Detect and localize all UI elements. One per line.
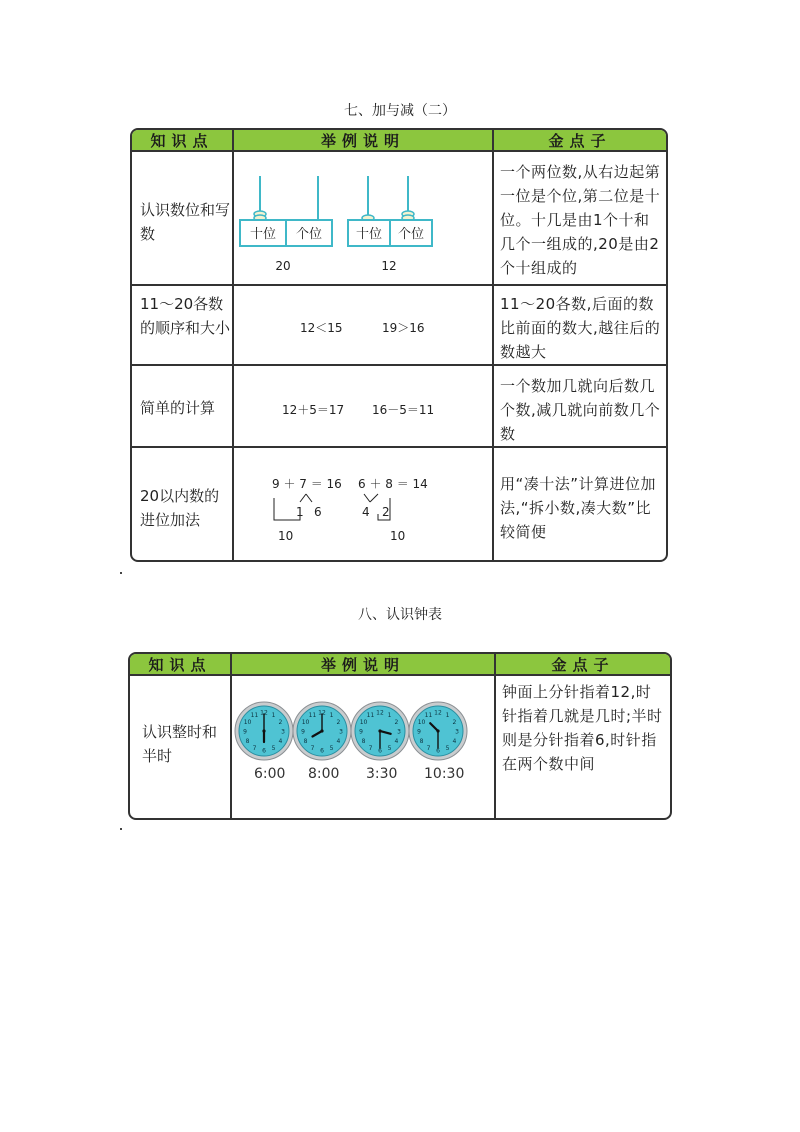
s8-topic: 认识整时和半时 (142, 723, 218, 765)
clocks-illustration (234, 698, 492, 764)
section7-title: 七、加与减（二） (344, 103, 456, 119)
svg-text:2: 2 (336, 719, 341, 726)
svg-text:7: 7 (368, 744, 373, 752)
svg-text:6: 6 (320, 747, 324, 755)
row4-sum1: 10 (278, 529, 294, 543)
svg-text:8: 8 (361, 738, 366, 745)
svg-text:7: 7 (426, 744, 431, 752)
svg-text:3: 3 (397, 728, 401, 736)
svg-text:10: 10 (359, 719, 368, 726)
header-tip: 金点子 (494, 130, 666, 152)
svg-text:4: 4 (452, 738, 457, 745)
clock-face-3 (351, 702, 409, 760)
row4-equation-1: 9 ＋ 7 ＝ 16 (272, 477, 342, 491)
svg-text:12: 12 (318, 709, 326, 717)
svg-text:6: 6 (262, 747, 266, 755)
svg-text:2: 2 (394, 719, 399, 726)
svg-text:12: 12 (376, 709, 384, 717)
header-topic: 知识点 (132, 130, 232, 152)
row3-example-1: 12＋5＝17 (282, 403, 345, 417)
abacus1-ones-label: 个位 (295, 227, 322, 242)
row2-topic: 11～20各数的顺序和大小 (140, 295, 231, 337)
svg-text:7: 7 (252, 744, 257, 752)
row1-tip: 一个两位数,从右边起第一位是个位,第二位是十位。十几是由1个十和几个一组成的,20是由2个十组成的 (500, 163, 661, 277)
svg-text:3: 3 (455, 728, 459, 736)
svg-text:8: 8 (303, 738, 308, 745)
clock3-time: 3:30 (366, 766, 398, 782)
clock2-time: 8:00 (308, 766, 340, 782)
row1-topic: 认识数位和写数 (140, 201, 231, 243)
svg-text:3: 3 (339, 728, 343, 736)
row4-tip: 用“凑十法”计算进位加法,“拆小数,凑大数”比较简便 (500, 475, 657, 541)
abacus1-tens-label: 十位 (249, 227, 276, 242)
svg-text:4: 4 (336, 738, 341, 745)
svg-text:12: 12 (434, 709, 442, 717)
row4-split1-b: 6 (314, 505, 322, 519)
svg-text:2: 2 (452, 719, 457, 726)
clock1-time: 6:00 (254, 766, 286, 782)
header-example: 举例说明 (234, 130, 492, 152)
row3-tip: 一个数加几就向后数几个数,减几就向前数几个数 (500, 377, 661, 443)
row4-split2-b: 2 (382, 505, 390, 519)
row3-topic: 简单的计算 (140, 399, 216, 417)
svg-text:11: 11 (308, 712, 317, 720)
svg-text:9: 9 (301, 728, 305, 736)
row2-tip: 11～20各数,后面的数比前面的数大,越往后的数越大 (500, 295, 661, 361)
abacus2-number: 12 (381, 259, 397, 273)
clock-face-4 (409, 702, 467, 760)
row4-topic: 20以内数的进位加法 (140, 487, 220, 529)
s8-header-example: 举例说明 (232, 654, 494, 676)
svg-text:2: 2 (278, 719, 283, 726)
svg-text:10: 10 (301, 719, 310, 726)
svg-text:11: 11 (250, 712, 259, 720)
abacus1-number: 20 (275, 259, 291, 273)
svg-text:6: 6 (436, 747, 440, 755)
row4-sum2: 10 (390, 529, 406, 543)
svg-text:11: 11 (424, 712, 433, 720)
svg-text:10: 10 (417, 719, 426, 726)
s8-header-tip: 金点子 (496, 654, 670, 676)
svg-text:6: 6 (378, 747, 382, 755)
abacus2-ones-label: 个位 (397, 227, 424, 242)
section7-table (130, 128, 668, 562)
row3-example-2: 16－5＝11 (372, 403, 435, 417)
section8-title: 八、认识钟表 (358, 607, 442, 623)
row4-split2-a: 4 (362, 505, 370, 519)
s8-tip: 钟面上分针指着12,时针指着几就是几时;半时则是分针指着6,时针指在两个数中间 (502, 683, 663, 773)
svg-text:1: 1 (445, 712, 450, 720)
svg-text:9: 9 (359, 728, 363, 736)
svg-text:5: 5 (445, 744, 450, 752)
svg-text:5: 5 (387, 744, 392, 752)
svg-text:8: 8 (245, 738, 250, 745)
row2-example-1: 12＜15 (300, 321, 343, 335)
svg-text:7: 7 (310, 744, 315, 752)
section8-table (128, 652, 672, 820)
row4-split1-a: 1 (296, 505, 304, 519)
clock4-time: 10:30 (424, 766, 465, 782)
svg-text:3: 3 (281, 728, 285, 736)
svg-text:4: 4 (278, 738, 283, 745)
row2-example-2: 19＞16 (382, 321, 425, 335)
svg-text:5: 5 (271, 744, 276, 752)
row4-equation-2: 6 ＋ 8 ＝ 14 (358, 477, 428, 491)
svg-text:1: 1 (329, 712, 334, 720)
svg-text:1: 1 (387, 712, 392, 720)
s8-header-topic: 知识点 (130, 654, 230, 676)
clock-face-2 (293, 702, 351, 760)
svg-text:8: 8 (419, 738, 424, 745)
svg-text:1: 1 (271, 712, 276, 720)
svg-text:12: 12 (260, 709, 268, 717)
svg-text:9: 9 (417, 728, 421, 736)
svg-text:9: 9 (243, 728, 247, 736)
clock-face-1 (235, 702, 293, 760)
svg-text:10: 10 (243, 719, 252, 726)
svg-text:4: 4 (394, 738, 399, 745)
svg-text:5: 5 (329, 744, 334, 752)
abacus2-tens-label: 十位 (355, 227, 382, 242)
svg-text:11: 11 (366, 712, 375, 720)
